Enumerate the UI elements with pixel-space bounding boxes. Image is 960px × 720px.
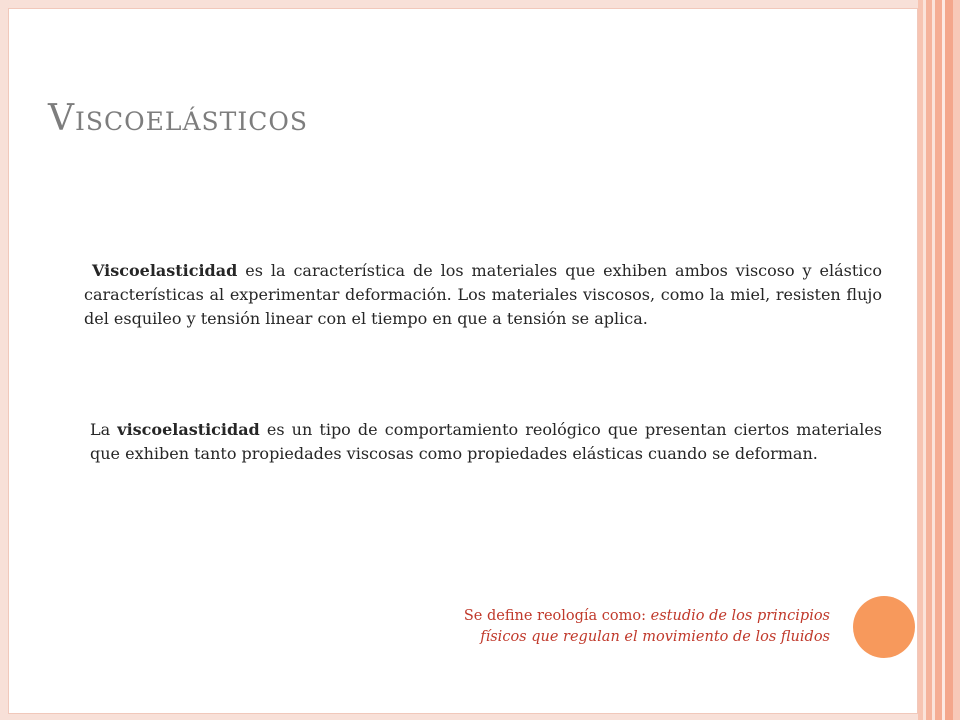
paragraph-text: es la característica de los materiales que exhiben ambos viscoso y elástico características al experimentar deformación. Los materiales viscosos, como la miel, resisten flujo del esquileo y tensión linear con el tiempo en que a tensión se aplica. [84, 261, 882, 328]
paragraph-viscoelasticidad-definition [84, 259, 882, 331]
rheology-definition-note [360, 606, 830, 648]
slide-title: Viscoelásticos [48, 98, 308, 139]
term-bold: Viscoelasticidad [92, 261, 238, 280]
paragraph-rheological-behavior [90, 418, 882, 466]
frame-top [0, 0, 918, 8]
frame-left [0, 0, 8, 720]
term-bold: viscoelasticidad [117, 420, 260, 439]
paragraph-lead: La [90, 420, 118, 439]
paragraph-text: es un tipo de comportamiento reológico que presentan ciertos materiales que exhiben tanto propiedades viscosas como propiedades elásticas cuando se deforman. [90, 420, 882, 463]
orange-circle-icon [853, 596, 915, 658]
note-definition-line1: estudio de los principios [650, 608, 830, 624]
note-lead: Se define reología como: [463, 608, 651, 624]
vertical-stripes-decoration [918, 0, 960, 720]
frame-bottom [0, 714, 918, 720]
note-definition-line2: físicos que regulan el movimiento de los fluidos [480, 629, 830, 645]
